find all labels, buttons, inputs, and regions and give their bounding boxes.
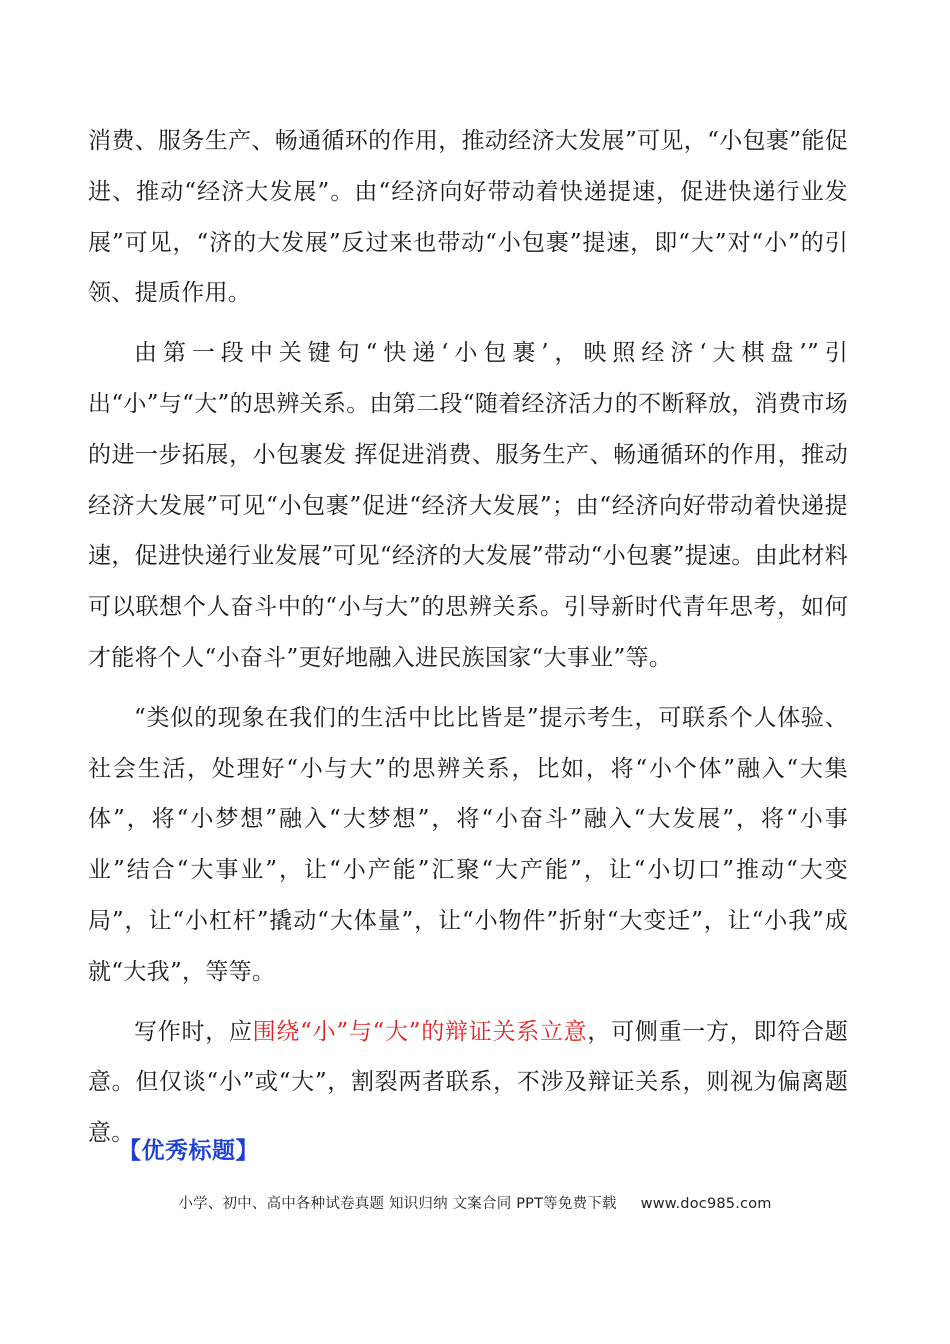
footer-site-link[interactable]: www.doc985.com xyxy=(640,1196,772,1212)
highlighted-text: 围绕“小”与“大”的辩证关系立意 xyxy=(252,1018,588,1045)
page-footer xyxy=(0,1192,950,1213)
paragraph-3: “类似的现象在我们的生活中比比皆是”提示考生，可联系个人体验、社会生活，处理好“小与大”的思辨关系，比如，将“小个体”融入“大集体”，将“小梦想”融入“大梦想”，将“小奋斗”融入“大发展”，将“小事业”结合“大事业”，让“小产能”汇聚“大产能”，让“小切口”推动“大变局”，让“小杠杆”撬动“大体量”，让“小物件”折射“大变迁”，让“小我”成就“大我”，等等。 xyxy=(88,704,848,985)
paragraph-4-after: ，可侧重一方，即符合题意。但仅谈“小”或“大”，割裂两者联系，不涉及辩证关系，则视为偏离题意。 xyxy=(88,1018,848,1147)
section-heading: 【优秀标题】 xyxy=(118,1138,259,1164)
paragraph-4-before: 写作时，应 xyxy=(134,1018,253,1045)
document-body xyxy=(88,116,848,1168)
footer-text: 小学、初中、高中各种试卷真题 知识归纳 文案合同 PPT等免费下载 xyxy=(178,1196,617,1212)
paragraph-1: 消费、服务生产、畅通循环的作用，推动经济大发展”可见，“小包裹”能促进、推动“经济大发展”。由“经济向好带动着快递提速，促进快递行业发展”可见，“济的大发展”反过来也带动“小包裹”提速，即“大”对“小”的引领、提质作用。 xyxy=(88,128,848,307)
paragraph-2: 由第一段中关键句“快递‘小包裹’，映照经济‘大棋盘’”引出“小”与“大”的思辨关系。由第二段“随着经济活力的不断释放，消费市场的进一步拓展，小包裹发 挥促进消费、服务生产、畅通循环的作用，推动经济大发展”可见“小包裹”促进“经济大发展”；由“经济向好带动着快递提速，促进快递行业发展”可见“经济的大发展”带动“小包裹”提速。由此材料可以联想个人奋斗中的“小与大”的思辨关系。引导新时代青年思考，如何才能将个人“小奋斗”更好地融入进民族国家“大事业”等。 xyxy=(88,340,848,671)
